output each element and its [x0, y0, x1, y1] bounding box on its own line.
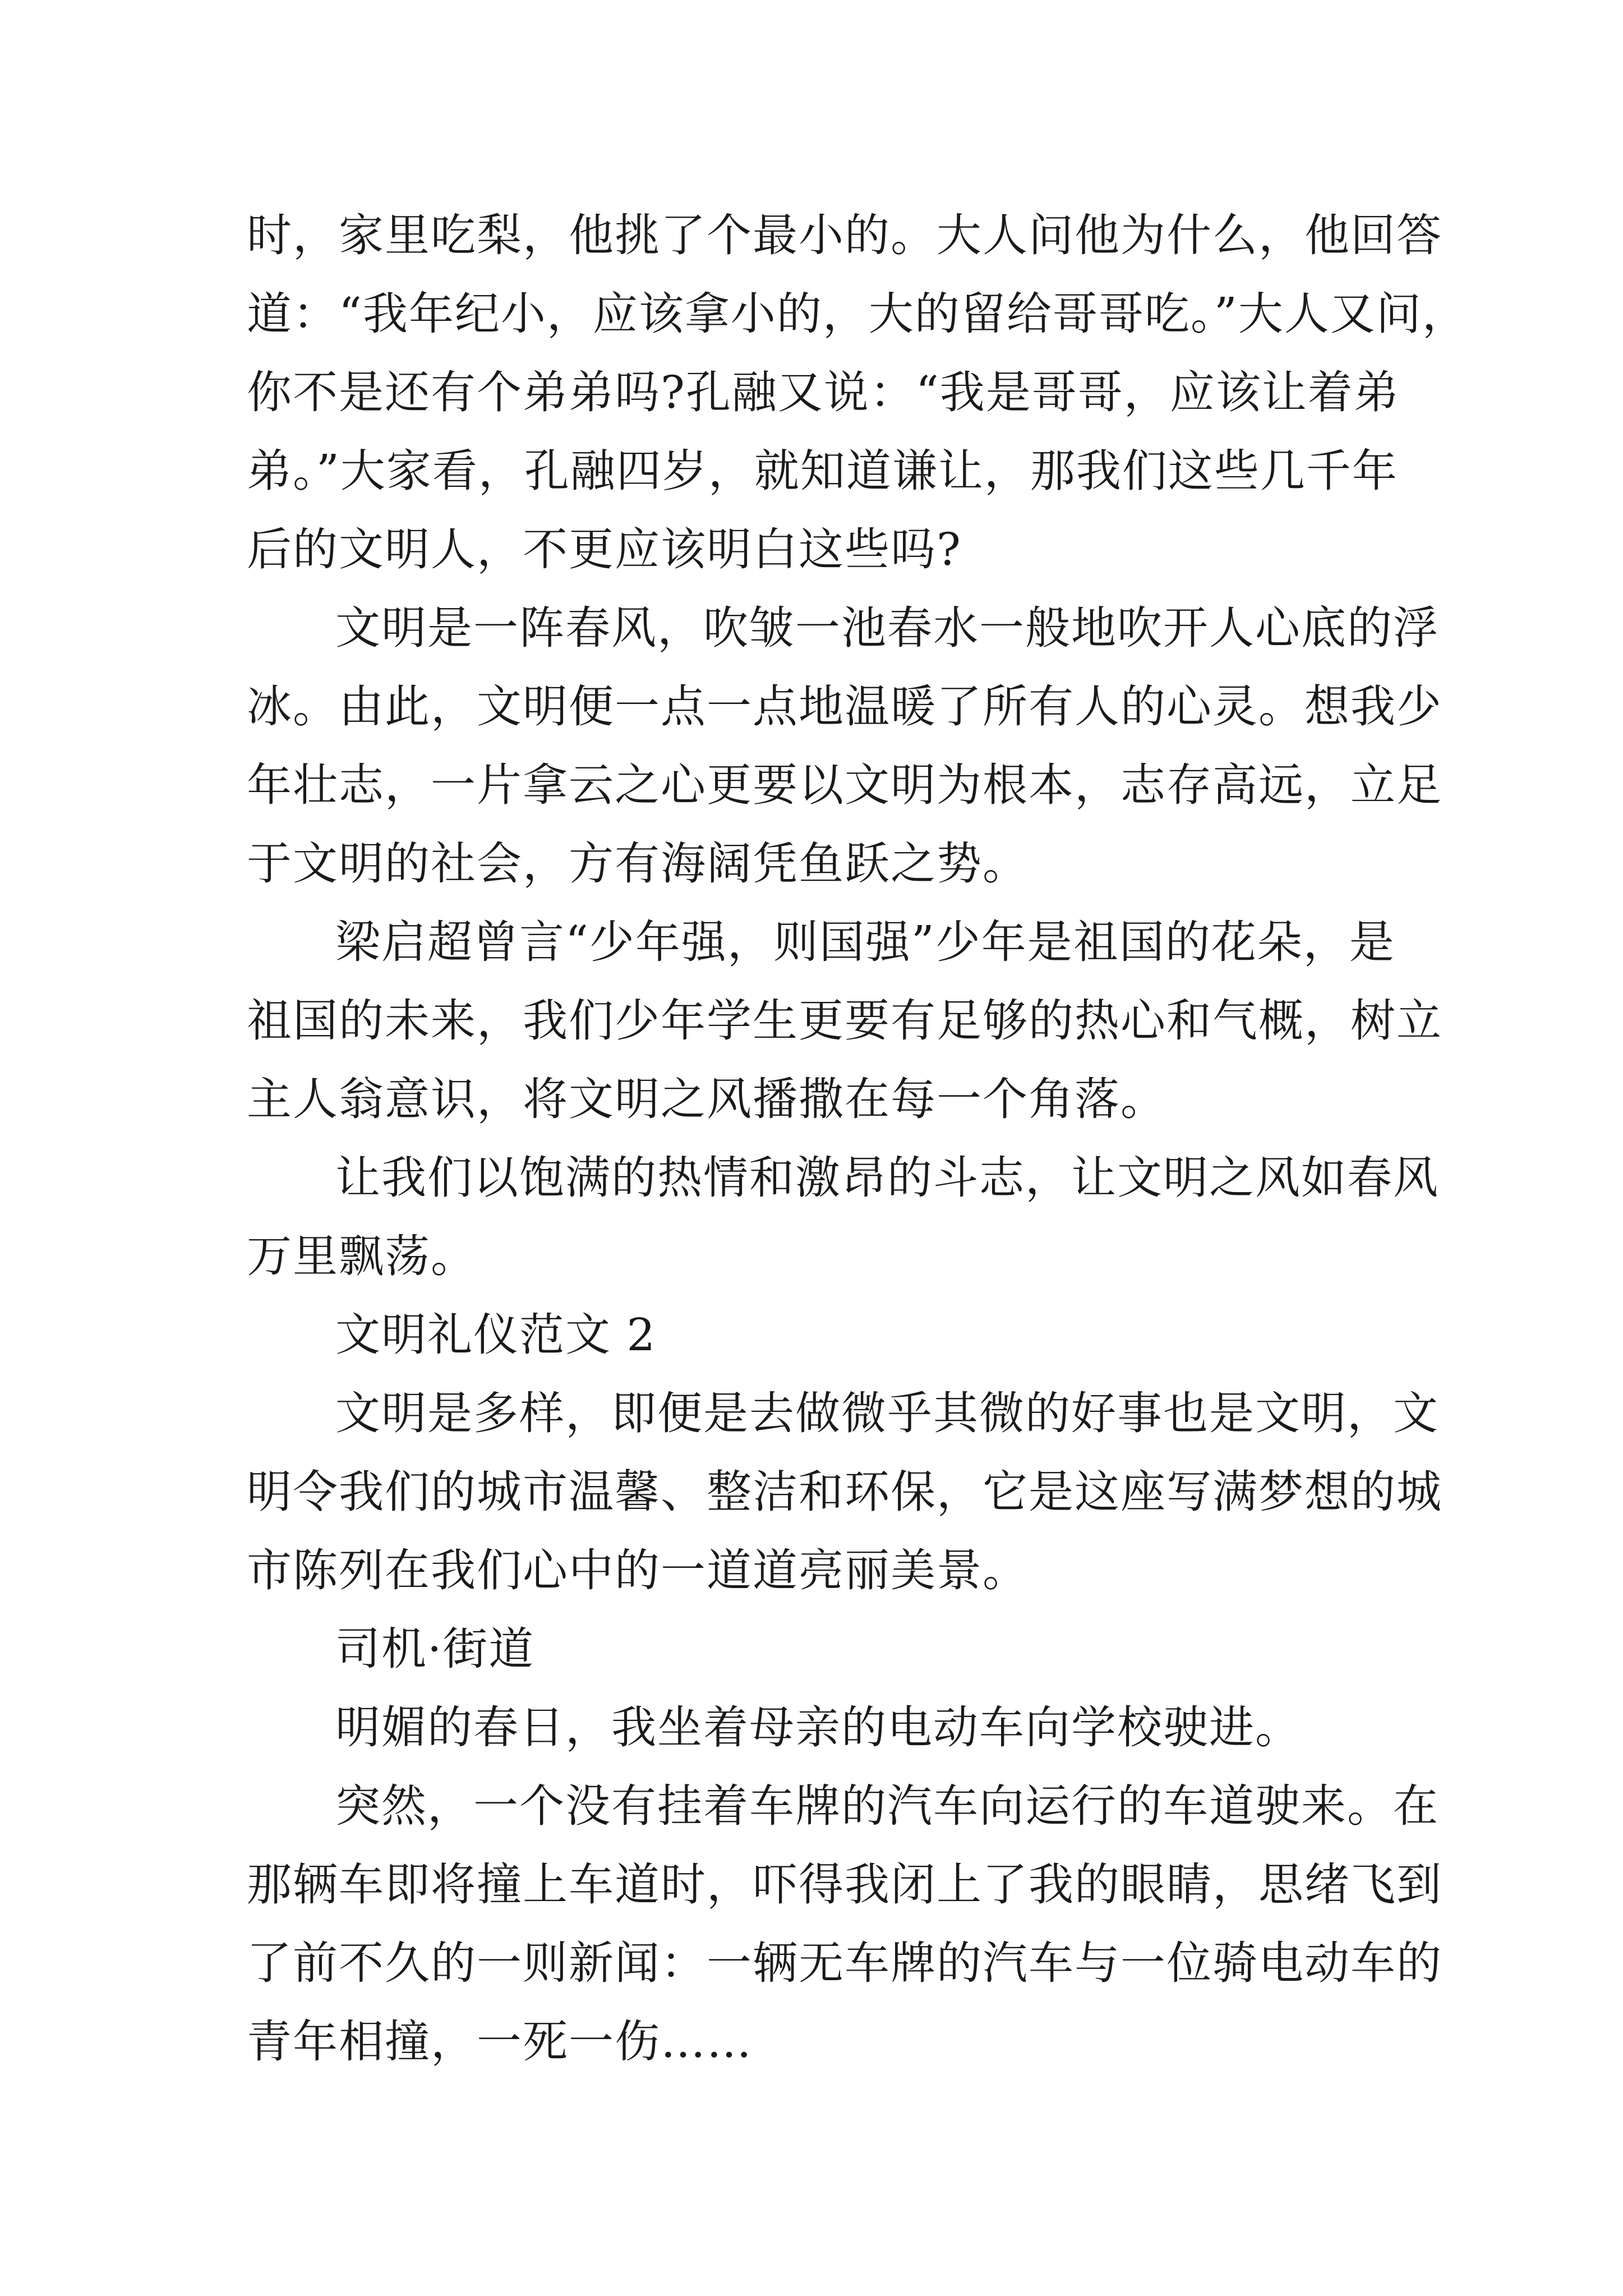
- text-line: 祖国的未来，我们少年学生更要有足够的热心和气概，树立: [247, 995, 1442, 1047]
- paragraph-first-line: 明媚的春日，我坐着母亲的电动车向学校驶进。: [335, 1701, 1301, 1754]
- text-line: 道：“我年纪小，应该拿小的，大的留给哥哥吃。”大人又问，: [247, 288, 1468, 340]
- subheading: 司机·街道: [335, 1623, 535, 1675]
- text-line: 冰。由此，文明便一点一点地温暖了所有人的心灵。想我少: [247, 680, 1442, 733]
- text-line: 后的文明人，不更应该明白这些吗?: [247, 523, 962, 576]
- text-line: 市陈列在我们心中的一道道亮丽美景。: [247, 1544, 1029, 1596]
- paragraph-first-line: 文明是多样，即便是去做微乎其微的好事也是文明，文: [335, 1387, 1439, 1439]
- text-line: 那辆车即将撞上车道时，吓得我闭上了我的眼睛，思绪飞到: [247, 1858, 1442, 1911]
- paragraph-first-line: 文明是一阵春风，吹皱一池春水一般地吹开人心底的浮: [335, 602, 1439, 654]
- text-line: 于文明的社会，方有海阔凭鱼跃之势。: [247, 838, 1029, 890]
- text-line: 你不是还有个弟弟吗?孔融又说：“我是哥哥，应该让着弟: [247, 366, 1400, 418]
- text-line: 了前不久的一则新闻：一辆无车牌的汽车与一位骑电动车的: [247, 1937, 1442, 1989]
- text-line: 万里飘荡。: [247, 1230, 477, 1282]
- paragraph-first-line: 突然，一个没有挂着车牌的汽车向运行的车道驶来。在: [335, 1780, 1439, 1832]
- text-line: 主人翁意识，将文明之风播撒在每一个角落。: [247, 1073, 1166, 1125]
- text-line: 弟。”大家看，孔融四岁，就知道谦让，那我们这些几千年: [247, 445, 1398, 497]
- paragraph-first-line: 梁启超曾言“少年强，则国强”少年是祖国的花朵，是: [335, 916, 1395, 968]
- text-line: 明令我们的城市温馨、整洁和环保，它是这座写满梦想的城: [247, 1466, 1442, 1518]
- text-line: 青年相撞，一死一伤……: [247, 2016, 753, 2068]
- text-line: 时，家里吃梨，他挑了个最小的。大人问他为什么，他回答: [247, 209, 1442, 261]
- section-heading: 文明礼仪范文 2: [335, 1309, 657, 1361]
- text-line: 年壮志，一片拿云之心更要以文明为根本，志存高远，立足: [247, 759, 1442, 811]
- paragraph-first-line: 让我们以饱满的热情和激昂的斗志，让文明之风如春风: [335, 1152, 1439, 1204]
